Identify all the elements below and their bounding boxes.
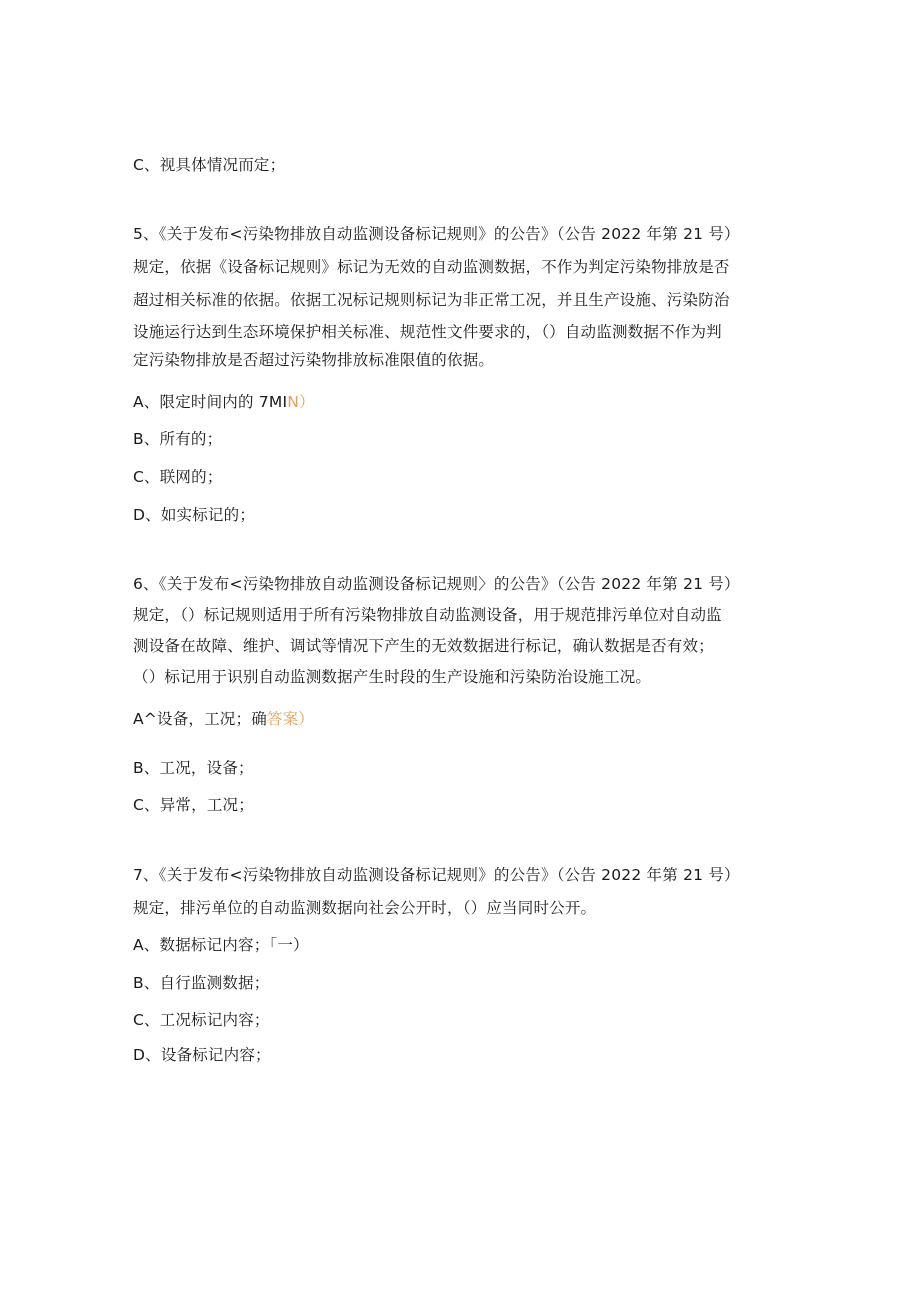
question-5-option-a bbox=[133, 392, 315, 412]
question-5-option-c: C、联网的； bbox=[133, 468, 223, 486]
question-6-option-a-mark: 答案） bbox=[266, 710, 315, 728]
question-6-option-a-text: A^设备，工况；确 bbox=[133, 710, 267, 728]
question-7-option-d: D、设备标记内容； bbox=[133, 1046, 271, 1064]
question-5-line-1: 5、《关于发布<污染物排放自动监测设备标记规则》的公告》（公告 2022 年第 21 号） bbox=[133, 225, 740, 243]
question-6-option-b: B、工况，设备； bbox=[133, 759, 254, 777]
question-5-line-3: 超过相关标准的依据。依据工况标记规则标记为非正常工况，并且生产设施、污染防治 bbox=[133, 291, 730, 309]
question-5-option-b: B、所有的； bbox=[133, 430, 223, 448]
previous-option-c: C、视具体情况而定； bbox=[133, 156, 286, 174]
question-7-option-a: A、数据标记内容；「一） bbox=[133, 936, 309, 954]
question-7-option-b: B、自行监测数据； bbox=[133, 974, 270, 992]
question-7-line-1: 7、《关于发布<污染物排放自动监测设备标记规则》的公告》（公告 2022 年第 21 号） bbox=[133, 866, 740, 884]
question-6-line-1: 6、《关于发布<污染物排放自动监测设备标记规则〉的公告》（公告 2022 年第 21 号） bbox=[133, 575, 740, 593]
question-5-line-5: 定污染物排放是否超过污染物排放标准限值的依据。 bbox=[133, 351, 495, 369]
question-6-option-c: C、异常，工况； bbox=[133, 796, 254, 814]
question-5-line-2: 规定，依据《设备标记规则》标记为无效的自动监测数据，不作为判定污染物排放是否 bbox=[133, 258, 730, 276]
question-6-line-4: （）标记用于识别自动监测数据产生时段的生产设施和污染防治设施工况。 bbox=[133, 668, 652, 686]
question-6-option-a bbox=[133, 709, 314, 729]
question-5-line-4: 设施运行达到生态环境保护相关标准、规范性文件要求的，（）自动监测数据不作为判 bbox=[133, 323, 722, 341]
question-5-option-a-mark: N） bbox=[287, 393, 315, 411]
question-7-option-c: C、工况标记内容； bbox=[133, 1011, 270, 1029]
question-7-line-2: 规定，排污单位的自动监测数据向社会公开时，（）应当同时公开。 bbox=[133, 899, 597, 917]
question-5-option-a-text: A、限定时间内的 7MI bbox=[133, 393, 288, 411]
question-6-line-3: 测设备在故障、维护、调试等情况下产生的无效数据进行标记，确认数据是否有效； bbox=[133, 637, 714, 655]
question-6-line-2: 规定，（）标记规则适用于所有污染物排放自动监测设备，用于规范排污单位对自动监 bbox=[133, 606, 722, 624]
question-5-option-d: D、如实标记的； bbox=[133, 506, 256, 524]
